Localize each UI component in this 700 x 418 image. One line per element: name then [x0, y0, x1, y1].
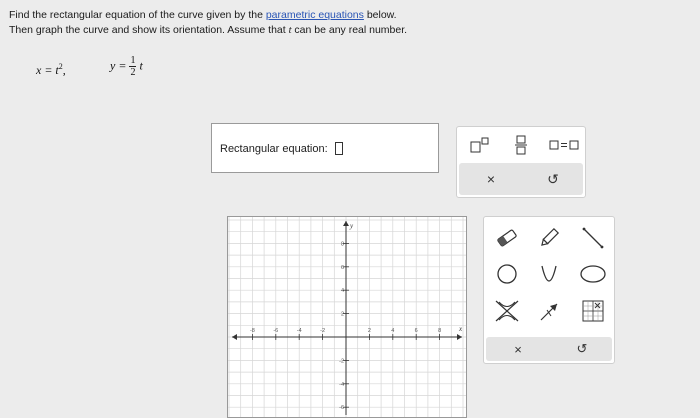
line-icon — [581, 226, 605, 250]
hyperbola-tool-button[interactable] — [492, 297, 522, 325]
arrow-icon — [537, 300, 561, 324]
x-tick-label: -6 — [273, 328, 279, 334]
parabola-tool-button[interactable] — [536, 261, 562, 287]
circle-icon — [495, 262, 519, 286]
eraser-tool-button[interactable] — [494, 225, 520, 251]
circle-tool-button[interactable] — [494, 261, 520, 287]
x-tick-label: 4 — [391, 328, 395, 334]
x-tick-label: -2 — [320, 328, 326, 334]
y-tick-label: 2 — [340, 311, 344, 318]
parametric-equations-link[interactable]: parametric equations — [265, 9, 364, 21]
orientation-arrow-tool-button[interactable] — [536, 299, 562, 325]
pencil-icon — [537, 226, 561, 250]
undo-button[interactable]: ↺ — [547, 170, 559, 187]
point-plot-tool-button[interactable] — [580, 297, 606, 325]
graph-tools-action-row — [486, 337, 612, 361]
equation-y-variable: t — [139, 58, 143, 73]
instruction-text: below. — [363, 9, 397, 21]
equals-template-icon — [549, 138, 579, 152]
rectangular-equation-label: Rectangular equation: — [220, 143, 328, 155]
graph-clear-button[interactable]: × — [514, 341, 522, 357]
equation-x-text: x = t — [36, 63, 59, 77]
plotted-point-icon — [581, 299, 605, 323]
math-toolbar-top-row — [457, 127, 585, 161]
exponent-template-button[interactable] — [467, 135, 493, 155]
math-toolbar — [456, 126, 586, 198]
equation-x-exponent: 2 — [58, 62, 63, 71]
y-tick-label: -6 — [339, 405, 344, 412]
y-tick-label: 6 — [340, 264, 344, 271]
x-tick-label: -4 — [296, 328, 302, 334]
instruction-text: Then graph the curve and show its orientation. Assume that — [9, 24, 289, 36]
fraction-one-half — [129, 55, 136, 78]
x-axis-arrow-right — [457, 334, 462, 340]
fraction-denominator: 2 — [130, 67, 136, 78]
pencil-tool-button[interactable] — [536, 225, 562, 251]
exponent-icon — [469, 137, 491, 153]
equation-template-button[interactable] — [547, 135, 581, 155]
parabola-icon — [537, 262, 561, 286]
variable-t: t — [288, 25, 292, 36]
x-axis-label: x — [459, 325, 463, 333]
clear-button[interactable]: × — [486, 171, 496, 187]
problem-instructions — [9, 8, 689, 38]
x-tick-label: 6 — [414, 328, 418, 334]
x-tick-label: -8 — [249, 328, 255, 334]
y-tick-label: -2 — [339, 358, 344, 365]
instruction-line-1 — [9, 8, 689, 23]
x-axis-arrow-left — [232, 334, 237, 340]
equation-y — [110, 55, 143, 78]
coordinate-grid[interactable] — [228, 217, 466, 417]
x-tick-label: 2 — [367, 328, 371, 334]
equation-x — [36, 62, 66, 78]
y-axis-label: y — [350, 222, 354, 230]
instruction-text: can be any real number. — [291, 24, 408, 36]
graph-tools-panel — [483, 216, 615, 364]
y-tick-label: -4 — [339, 381, 344, 388]
y-tick-label: 4 — [340, 288, 344, 295]
equation-y-lhs: y = — [110, 58, 127, 73]
ellipse-icon — [579, 263, 607, 285]
eraser-icon — [495, 226, 519, 250]
hyperbola-icon — [493, 298, 521, 324]
fraction-numerator: 1 — [130, 55, 136, 66]
instruction-line-2 — [9, 23, 689, 38]
answer-box — [211, 123, 439, 173]
equation-separator: , — [62, 63, 66, 77]
fraction-template-button[interactable] — [509, 133, 533, 157]
ellipse-tool-button[interactable] — [578, 261, 608, 287]
math-toolbar-action-row — [459, 163, 583, 195]
graph-area[interactable] — [227, 216, 467, 418]
fraction-icon — [514, 134, 528, 156]
rectangular-equation-input[interactable] — [335, 142, 343, 155]
graph-undo-button[interactable]: ↺ — [576, 341, 588, 356]
line-tool-button[interactable] — [580, 225, 606, 251]
x-tick-label: 8 — [438, 328, 442, 334]
y-tick-label: 8 — [340, 241, 344, 248]
y-axis-arrow-top — [343, 221, 349, 226]
instruction-text: Find the rectangular equation of the curve given by the — [9, 9, 266, 21]
